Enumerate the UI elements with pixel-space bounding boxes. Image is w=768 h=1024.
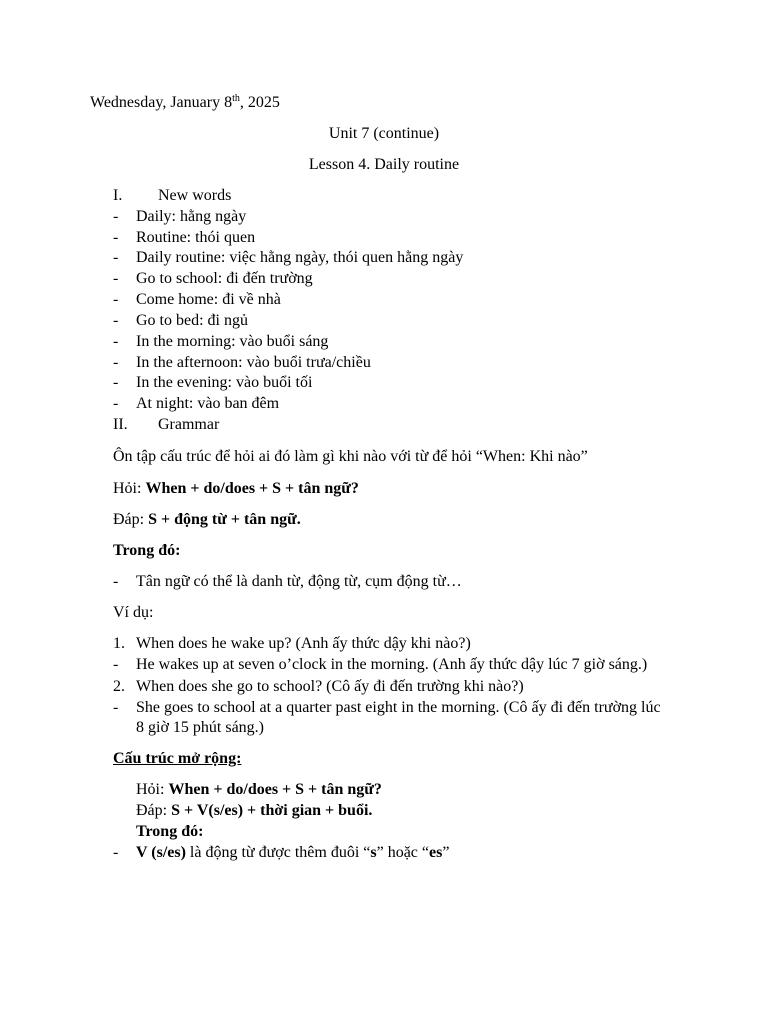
vocab-item: In the evening: vào buổi tối: [136, 374, 313, 391]
vocab-item: In the afternoon: vào buổi trưa/chiều: [136, 354, 371, 371]
where-heading: Trong đó:: [113, 542, 181, 559]
bullet-dash: -: [113, 699, 119, 716]
answer-structure: Đáp: S + động từ + tân ngữ.: [113, 511, 301, 528]
bullet-dash: -: [113, 374, 119, 391]
bullet-dash: -: [113, 229, 119, 246]
list-number: 2.: [113, 678, 125, 695]
grammar-intro: Ôn tập cấu trúc để hỏi ai đó làm gì khi nào với từ để hỏi “When: Khi nào”: [113, 448, 588, 465]
bullet-dash: -: [113, 395, 119, 412]
extended-answer: Đáp: S + V(s/es) + thời gian + buổi.: [136, 802, 373, 819]
bullet-dash: -: [113, 312, 119, 329]
verb-note: V (s/es) là động từ được thêm đuôi “s” hoặc “es”: [136, 844, 450, 861]
list-number: 1.: [113, 635, 125, 652]
bullet-dash: -: [113, 270, 119, 287]
vocab-item: In the morning: vào buổi sáng: [136, 333, 329, 350]
date-line: Wednesday, January 8th, 2025: [90, 93, 280, 111]
bullet-dash: -: [113, 573, 119, 590]
vocab-item: Go to school: đi đến trường: [136, 270, 313, 287]
extended-structure-heading: Cấu trúc mở rộng:: [113, 750, 242, 767]
lesson-title: Lesson 4. Daily routine: [308, 156, 460, 173]
vocab-item: Go to bed: đi ngủ: [136, 312, 248, 329]
section-2-numeral: II.: [113, 416, 128, 433]
example-question: When does she go to school? (Cô ấy đi đến trường khi nào?): [136, 678, 524, 695]
vocab-item: Routine: thói quen: [136, 229, 256, 246]
example-answer-continued: 8 giờ 15 phút sáng.): [136, 719, 265, 736]
vocab-item: Daily: hằng ngày: [136, 208, 247, 225]
object-note: Tân ngữ có thể là danh từ, động từ, cụm động từ…: [136, 573, 462, 590]
example-answer: He wakes up at seven o’clock in the morning. (Anh ấy thức dậy lúc 7 giờ sáng.): [136, 656, 648, 673]
vocab-item: At night: vào ban đêm: [136, 395, 280, 412]
bullet-dash: -: [113, 844, 119, 861]
bullet-dash: -: [113, 208, 119, 225]
extended-where-heading: Trong đó:: [136, 823, 204, 840]
bullet-dash: -: [113, 656, 119, 673]
section-1-heading: New words: [158, 187, 232, 204]
example-heading: Ví dụ:: [113, 604, 154, 621]
bullet-dash: -: [113, 333, 119, 350]
bullet-dash: -: [113, 249, 119, 266]
section-2-heading: Grammar: [158, 416, 220, 433]
example-question: When does he wake up? (Anh ấy thức dậy khi nào?): [136, 635, 471, 652]
bullet-dash: -: [113, 291, 119, 308]
extended-question: Hỏi: When + do/does + S + tân ngữ?: [136, 781, 382, 798]
question-structure: Hỏi: When + do/does + S + tân ngữ?: [113, 480, 359, 497]
section-1-numeral: I.: [113, 187, 123, 204]
unit-title: Unit 7 (continue): [328, 125, 440, 142]
vocab-item: Come home: đi về nhà: [136, 291, 281, 308]
vocab-item: Daily routine: việc hằng ngày, thói quen hằng ngày: [136, 249, 464, 266]
bullet-dash: -: [113, 354, 119, 371]
example-answer: She goes to school at a quarter past eight in the morning. (Cô ấy đi đến trường lúc: [136, 699, 661, 716]
